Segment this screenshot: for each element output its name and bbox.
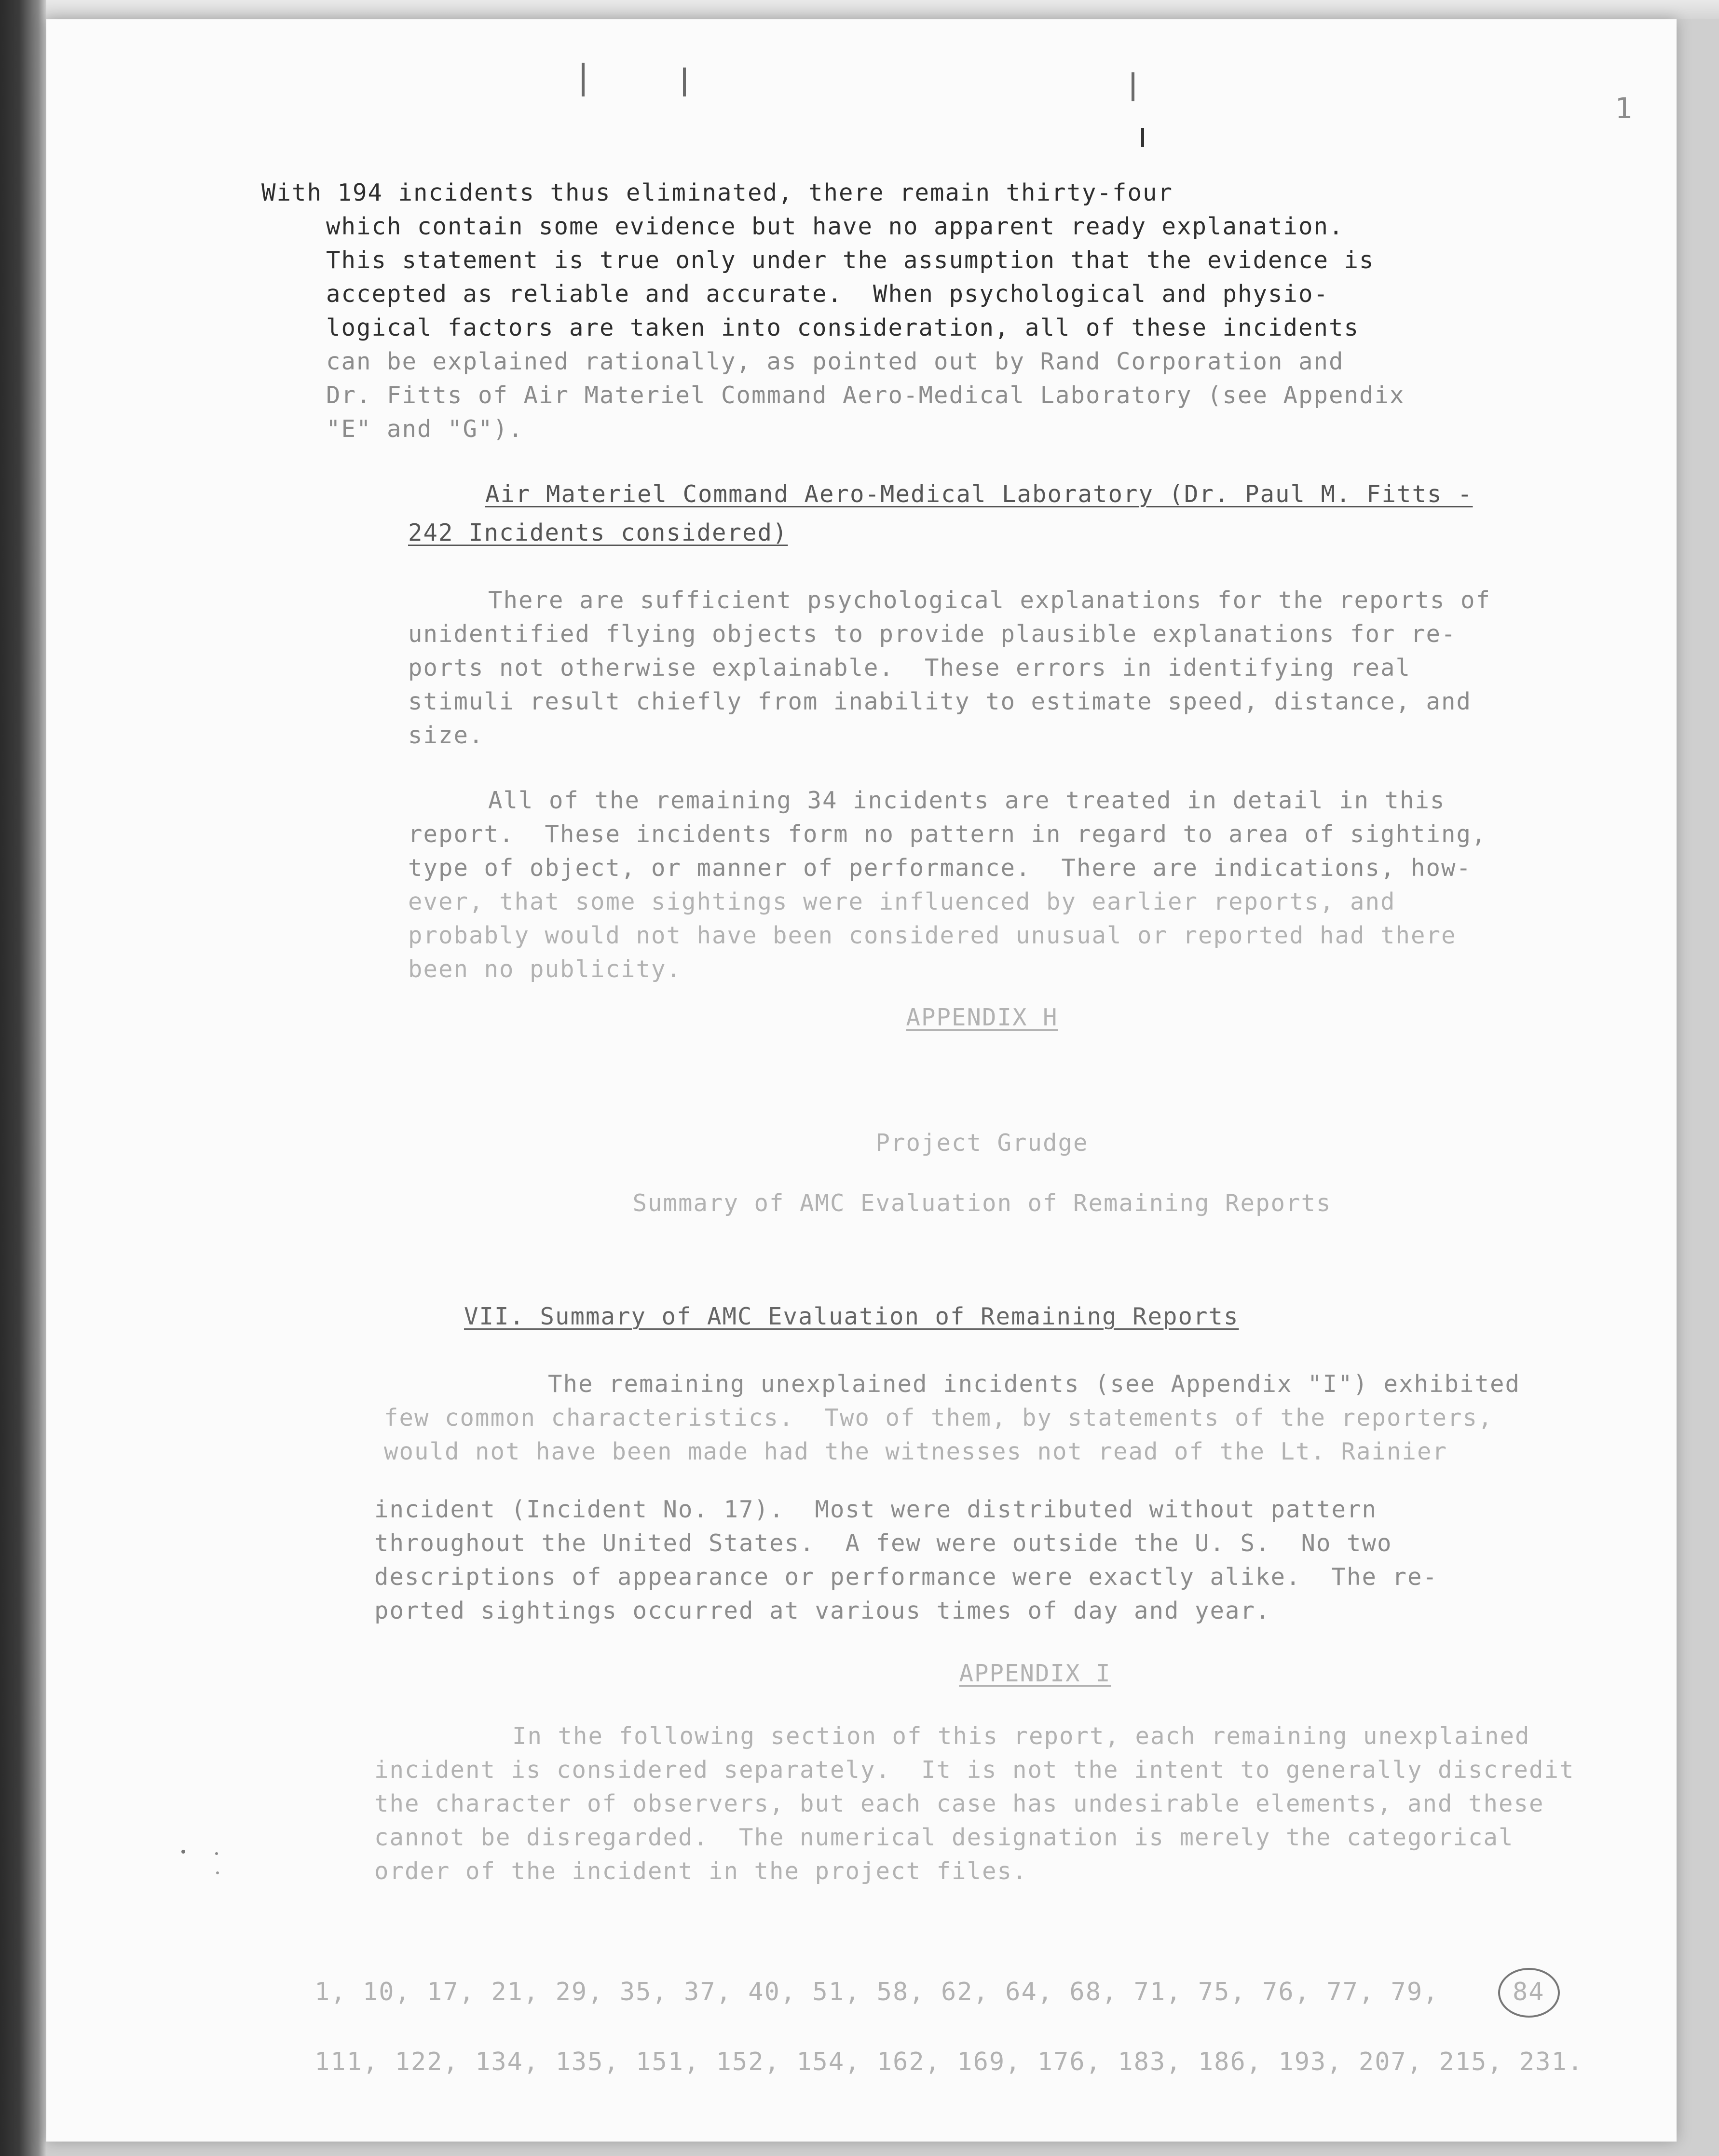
document-page <box>46 19 1677 2142</box>
stamp-fragment-3 <box>1132 72 1134 101</box>
paragraph-4b-line-1: incident (Incident No. 17). Most were distributed without pattern <box>374 1496 1378 1523</box>
paragraph-5-line-2: incident is considered separately. It is not the intent to generally discredit <box>374 1756 1575 1784</box>
paragraph-3-line-2: report. These incidents form no pattern in regard to area of sighting, <box>408 820 1487 848</box>
paragraph-3-line-3: type of object, or manner of performance. There are indications, how- <box>408 854 1472 882</box>
stamp-fragment-1 <box>582 63 585 96</box>
paragraph-5-line-3: the character of observers, but each case has undesirable elements, and these <box>374 1790 1544 1817</box>
appendix-h-heading: APPENDIX H <box>906 1004 1058 1031</box>
incident-numbers-row-1: 1, 10, 17, 21, 29, 35, 37, 40, 51, 58, 62, 64, 68, 71, 75, 76, 77, 79, <box>314 1978 1439 2006</box>
paragraph-2-line-1: There are sufficient psychological explanations for the reports of <box>488 587 1491 614</box>
section-vii-heading: VII. Summary of AMC Evaluation of Remaining Reports <box>464 1303 1239 1330</box>
paragraph-3-line-5: probably would not have been considered unusual or reported had there <box>408 922 1457 949</box>
paragraph-2-line-4: stimuli result chiefly from inability to estimate speed, distance, and <box>408 688 1472 715</box>
paragraph-3-line-4: ever, that some sightings were influenced by earlier reports, and <box>408 888 1396 915</box>
project-title: Project Grudge <box>875 1129 1089 1157</box>
paragraph-4-line-3: would not have been made had the witnesses not read of the Lt. Rainier <box>384 1438 1448 1465</box>
paragraph-4b-line-2: throughout the United States. A few were outside the U. S. No two <box>374 1529 1392 1557</box>
paragraph-1-line-8: "E" and "G"). <box>326 415 524 443</box>
paragraph-2-line-2: unidentified flying objects to provide plausible explanations for re- <box>408 620 1457 648</box>
paragraph-4-line-1: The remaining unexplained incidents (see Appendix "I") exhibited <box>548 1370 1521 1398</box>
circled-number-ring <box>1498 1968 1560 2018</box>
scan-left-edge <box>0 0 46 2156</box>
paragraph-1-line-6: can be explained rationally, as pointed out by Rand Corporation and <box>326 348 1344 375</box>
stamp-fragment-4 <box>1141 128 1144 147</box>
paragraph-5-line-1: In the following section of this report, each remaining unexplained <box>512 1722 1530 1750</box>
paragraph-1-line-1: With 194 incidents thus eliminated, there remain thirty-four <box>261 179 1173 206</box>
margin-speck-1 <box>181 1850 185 1854</box>
paragraph-5-line-4: cannot be disregarded. The numerical designation is merely the categorical <box>374 1824 1514 1851</box>
incident-number-circled: 84 <box>1513 1978 1545 2006</box>
paragraph-4b-line-4: ported sightings occurred at various times of day and year. <box>374 1597 1271 1624</box>
paragraph-5-line-5: order of the incident in the project files. <box>374 1857 1028 1885</box>
paragraph-3-line-1: All of the remaining 34 incidents are treated in detail in this <box>488 787 1446 814</box>
scan-top-edge <box>0 0 1719 19</box>
paragraph-1-line-7: Dr. Fitts of Air Materiel Command Aero-Medical Laboratory (see Appendix <box>326 382 1405 409</box>
margin-speck-3 <box>216 1871 219 1874</box>
incident-numbers-row-2: 111, 122, 134, 135, 151, 152, 154, 162, 169, 176, 183, 186, 193, 207, 215, 231. <box>314 2047 1584 2076</box>
paragraph-3-line-6: been no publicity. <box>408 955 682 983</box>
stamp-fragment-2 <box>683 68 686 96</box>
margin-speck-2 <box>215 1852 218 1855</box>
heading-aero-medical-line-2: 242 Incidents considered) <box>408 519 788 546</box>
paragraph-4-line-2: few common characteristics. Two of them, by statements of the reporters, <box>384 1404 1493 1432</box>
paragraph-2-line-3: ports not otherwise explainable. These errors in identifying real <box>408 654 1411 682</box>
paragraph-1-line-3: This statement is true only under the assumption that the evidence is <box>326 246 1375 274</box>
page-header-fragment: 1 <box>1615 92 1634 125</box>
appendix-i-heading: APPENDIX I <box>959 1660 1111 1687</box>
paragraph-2-line-5: size. <box>408 722 484 749</box>
heading-aero-medical-line-1: Air Materiel Command Aero-Medical Laboratory (Dr. Paul M. Fitts - <box>485 480 1473 508</box>
paragraph-1-line-4: accepted as reliable and accurate. When psychological and physio- <box>326 280 1329 308</box>
summary-title: Summary of AMC Evaluation of Remaining Reports <box>632 1189 1332 1217</box>
paragraph-4b-line-3: descriptions of appearance or performance were exactly alike. The re- <box>374 1563 1438 1591</box>
paragraph-1-line-5: logical factors are taken into consideration, all of these incidents <box>326 314 1360 341</box>
paragraph-1-line-2: which contain some evidence but have no apparent ready explanation. <box>326 213 1344 240</box>
